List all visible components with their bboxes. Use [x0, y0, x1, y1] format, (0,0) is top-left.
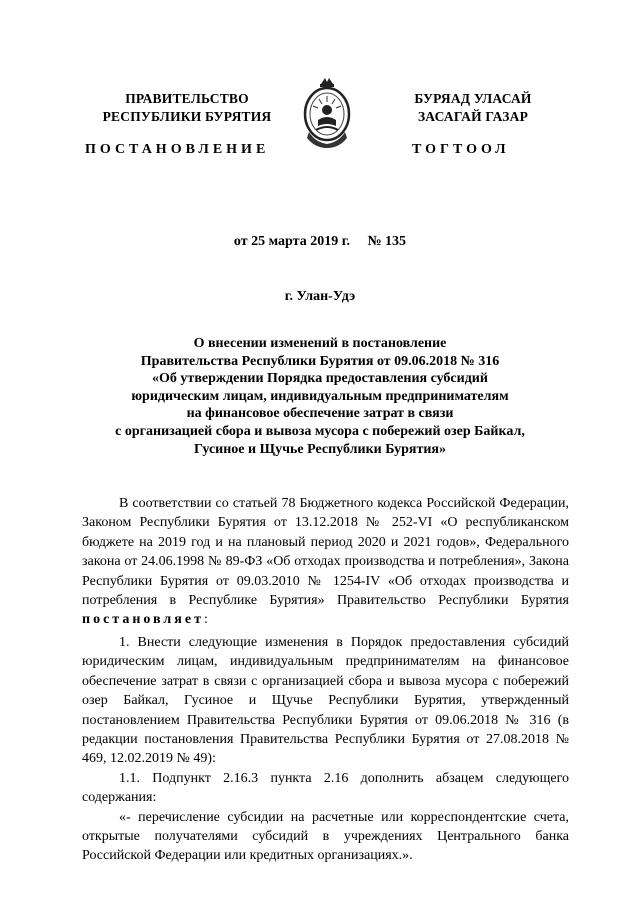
- operative-part: [82, 633, 569, 866]
- document-kind-russian: ПОСТАНОВЛЕНИЕ: [85, 142, 270, 157]
- preamble-verb: постановляет: [82, 612, 204, 628]
- title-line: на финансовое обеспечение затрат в связи: [186, 406, 454, 422]
- preamble-paragraph: В соответствии со статьей 78 Бюджетного кодекса Российской Федерации, Законом Республики Бурятия от 13.12.2018 № 252-VI «О республиканском бюджете на 2019 год и на плановый период 2020 и 2021 годов», Федерального закона от 24.06.1998 № 89-ФЗ «Об отходах производства и потребления», Закона Республики Бурятия от 09.03.2010 № 1254-IV «Об отходах производства и потребления в Республике Бурятия» Правительство Республики Бурятия постановляет:: [82, 496, 569, 628]
- title-line: Правительства Республики Бурятия от 09.06.2018 № 316: [140, 353, 500, 369]
- header-left: [92, 90, 282, 126]
- document-kind-buryat: ТОГТООЛ: [412, 142, 510, 157]
- preamble: [82, 494, 569, 630]
- paragraph-quote: «- перечисление субсидии на расчетные или корреспондентские счета, открытые получателями субсидий в учреждениях Центрального банка Российской Федерации или кредитных организациях.».: [82, 809, 569, 864]
- title-line: Гусиное и Щучье Республики Бурятия»: [194, 441, 446, 457]
- preamble-text: В соответствии со статьей 78 Бюджетного кодекса Российской Федерации, Законом Республики Бурятия от 13.12.2018 № 252-VI «О республиканском бюджете на 2019 год и на плановый период 2020 и 2021 годов», Федерального закона от 24.06.1998 № 89-ФЗ «Об отходах производства и потребления», Закона Республики Бурятия от 09.03.2010 № 1254-IV «Об отходах производства и потребления в Республике Бурятия» Правительство Республики Бурятия: [82, 496, 569, 609]
- document-number: № 135: [367, 234, 407, 249]
- document-city: г. Улан-Удэ: [284, 289, 356, 304]
- paragraph-item-1-1: 1.1. Подпункт 2.16.3 пункта 2.16 дополнить абзацем следующего содержания:: [82, 770, 569, 806]
- title-line: с организацией сбора и вывоза мусора с побережий озер Байкал,: [115, 423, 525, 439]
- header-left-line1: ПРАВИТЕЛЬСТВО: [125, 91, 249, 106]
- document-title: [60, 335, 580, 458]
- header-right: [392, 90, 554, 126]
- paragraph-item-1: 1. Внести следующие изменения в Порядок предоставления субсидий юридическим лицам, индивидуальным предпринимателям на финансовое обеспечение затрат в связи с организацией сбора и вывоза мусора с побережий озер Байкал, Гусиное и Щучье Республики Бурятия, утвержденный постановлением Правительства Республики Бурятия от 09.06.2018 № 316 (в редакции постановления Правительства Республики Бурятия от 27.08.2018 № 469, 12.02.2019 № 49):: [82, 635, 569, 767]
- title-line: юридическим лицам, индивидуальным предпринимателям: [131, 388, 509, 404]
- title-line: О внесении изменений в постановление: [193, 336, 447, 351]
- title-line: «Об утверждении Порядка предоставления субсидий: [152, 371, 488, 387]
- document-date: от 25 марта 2019 г.: [233, 234, 350, 249]
- header-left-line2: РЕСПУБЛИКИ БУРЯТИЯ: [102, 109, 272, 124]
- coat-of-arms-icon: [301, 76, 353, 150]
- date-number-line: [0, 234, 640, 250]
- header-right-line1: БУРЯАД УЛАСАЙ: [414, 91, 532, 106]
- header-right-line2: ЗАСАГАЙ ГАЗАР: [417, 109, 529, 124]
